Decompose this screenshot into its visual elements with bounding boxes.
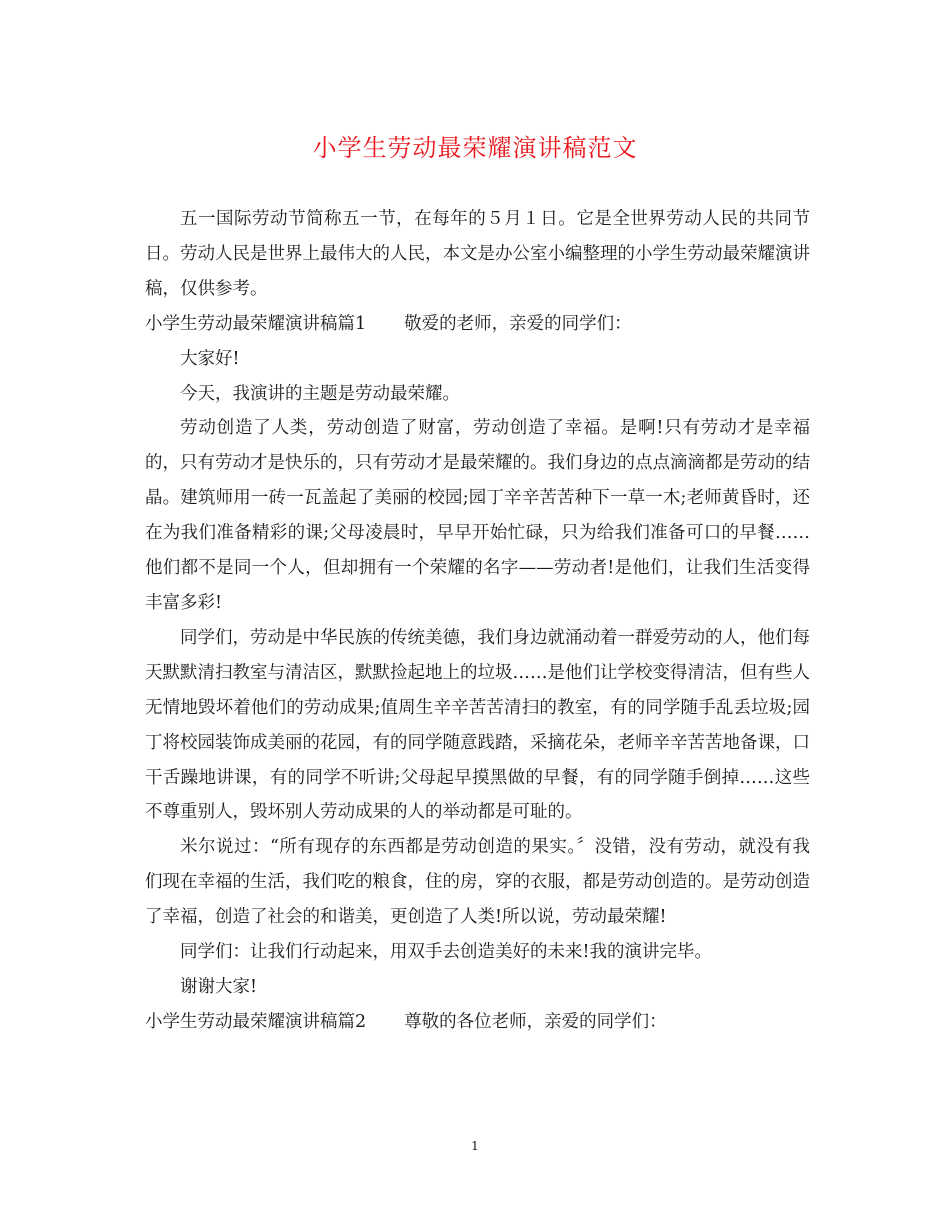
section-1-paragraph: 米尔说过：“所有现存的东西都是劳动创造的果实。〞没错，没有劳动，就没有我们现在幸福的生活，我们吃的粮食，住的房，穿的衣服，都是劳动创造的。是劳动创造了幸福，创造了社会的和谐美，更创造了人类!所以说，劳动最荣耀!	[145, 837, 810, 928]
section-2-salutation: 尊敬的各位老师，亲爱的同学们：	[404, 1011, 667, 1032]
document-body	[145, 202, 810, 1040]
section-1-salutation: 敬爱的老师，亲爱的同学们：	[404, 313, 632, 334]
section-2-heading: 小学生劳动最荣耀演讲稿篇2	[145, 1011, 367, 1032]
section-1-paragraph: 大家好!	[180, 348, 240, 369]
page-number: 1	[471, 1139, 479, 1153]
section-2-heading-line	[145, 1005, 810, 1040]
section-1-paragraph: 同学们，劳动是中华民族的传统美德，我们身边就涌动着一群爱劳动的人，他们每天默默清扫教室与清洁区，默默捡起地上的垃圾……是他们让学校变得清洁，但有些人无情地毁坏着他们的劳动成果;值周生辛辛苦苦清扫的教室，有的同学随手乱丢垃圾;园丁将校园装饰成美丽的花园，有的同学随意践踏，采摘花朵，老师辛辛苦苦地备课，口干舌躁地讲课，有的同学不听讲;父母起早摸黑做的早餐，有的同学随手倒掉……这些不尊重别人，毁坏别人劳动成果的人的举动都是可耻的。	[145, 627, 810, 823]
section-1-paragraph: 今天，我演讲的主题是劳动最荣耀。	[180, 383, 460, 404]
section-1-heading-line	[145, 307, 810, 342]
section-1-paragraph: 谢谢大家!	[180, 976, 258, 997]
section-1-paragraph: 同学们：让我们行动起来，用双手去创造美好的未来!我的演讲完毕。	[180, 942, 713, 963]
intro-paragraph: 五一国际劳动节简称五一节，在每年的５月１日。它是全世界劳动人民的共同节日。劳动人民是世界上最伟大的人民，本文是办公室小编整理的小学生劳动最荣耀演讲稿，仅供参考。	[145, 209, 810, 299]
document-title: 小学生劳动最荣耀演讲稿范文	[312, 134, 638, 162]
section-1-heading: 小学生劳动最荣耀演讲稿篇1	[145, 313, 367, 334]
section-1-paragraph: 劳动创造了人类，劳动创造了财富，劳动创造了幸福。是啊!只有劳动才是幸福的，只有劳动才是快乐的，只有劳动才是最荣耀的。我们身边的点点滴滴都是劳动的结晶。建筑师用一砖一瓦盖起了美丽的校园;园丁辛辛苦苦种下一草一木;老师黄昏时，还在为我们准备精彩的课;父母凌晨时，早早开始忙碌，只为给我们准备可口的早餐……他们都不是同一个人，但却拥有一个荣耀的名字——劳动者!是他们，让我们生活变得丰富多彩!	[145, 418, 810, 613]
